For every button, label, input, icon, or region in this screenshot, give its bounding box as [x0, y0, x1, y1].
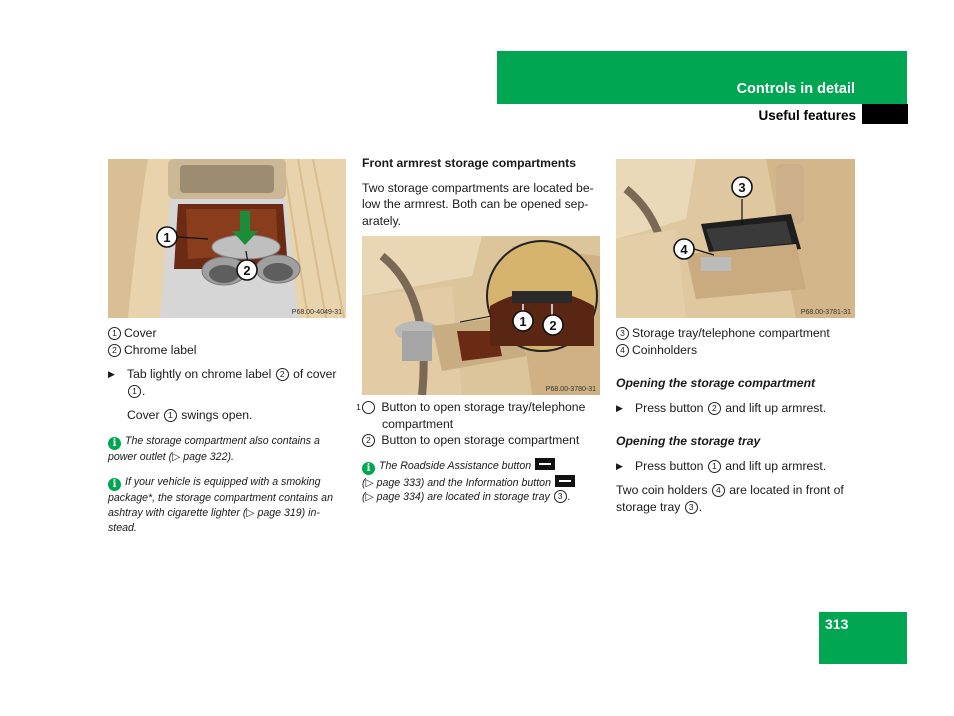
legend-item-3: 3 Storage tray/telephone compartment [616, 325, 858, 342]
legend-item-4: 4 Coinholders [616, 342, 858, 359]
column-2-top [362, 155, 602, 229]
section-title: Controls in detail [736, 81, 855, 97]
legend-item-2: 2 Chrome label [108, 342, 348, 359]
header-bar [497, 51, 907, 104]
section-heading: Front armrest storage compartments [362, 156, 577, 170]
photo-code: P68.00-3781-31 [800, 309, 851, 316]
instruction-result: Cover 1 swings open. [127, 408, 253, 422]
column-2-text [356, 399, 604, 505]
legend-item-1: 1 Button to open storage tray/telephone compartment [356, 400, 586, 431]
svg-text:2: 2 [549, 318, 557, 333]
instruction-step-1: ▶ Press button 2 and lift up armrest. [616, 400, 858, 417]
photo-center-console-cover [108, 159, 346, 318]
column-3-text [616, 325, 858, 515]
info-note: i The Roadside Assistance button (▷ page 333) and the Information button (▷ page 334) are located in storage tray 3 . [362, 458, 604, 506]
roadside-assistance-button-icon [535, 458, 555, 470]
instruction-step-2: ▶ Press button 1 and lift up armrest. [616, 458, 858, 475]
page-number: 313 [825, 616, 849, 632]
page-number-box [819, 612, 907, 664]
header-tab-marker [862, 104, 908, 124]
subheading-storage-tray: Opening the storage tray [616, 434, 761, 448]
info-note-2: i If your vehicle is equipped with a smoking package*, the storage compartment contains an ashtray with cigarette lighter (▷ page 319) in-stead. [108, 476, 333, 534]
photo-storage-tray [616, 159, 855, 318]
info-icon: i [108, 478, 121, 491]
svg-text:4: 4 [680, 242, 688, 257]
coin-holders-paragraph: Two coin holders 4 are located in front of storage tray 3 . [616, 483, 844, 514]
legend-item-2: 2 Button to open storage compartment [362, 432, 604, 449]
subheading-storage-compartment: Opening the storage compartment [616, 376, 816, 390]
photo-front-armrest [362, 236, 600, 395]
svg-text:1: 1 [519, 314, 527, 329]
instruction-step: ▶ Tab lightly on chrome label 2 of cover 1 . [108, 366, 348, 399]
info-icon: i [108, 437, 121, 450]
legend-item-1: 1 Cover [108, 325, 348, 342]
column-1-text [108, 325, 348, 536]
svg-text:3: 3 [738, 180, 746, 195]
section-subtitle: Useful features [758, 108, 856, 123]
photo-code: P68.00-4049-31 [291, 309, 342, 316]
svg-text:2: 2 [243, 263, 251, 278]
intro-paragraph: Two storage compartments are located be-low the armrest. Both can be opened sep-arately. [362, 180, 594, 228]
photo-code: P68.00-3780-31 [545, 386, 596, 393]
svg-text:1: 1 [163, 230, 171, 245]
info-note-1: i The storage compartment also contains a power outlet (▷ page 322). [108, 434, 320, 463]
info-icon: i [362, 462, 375, 475]
information-button-icon [555, 475, 575, 487]
